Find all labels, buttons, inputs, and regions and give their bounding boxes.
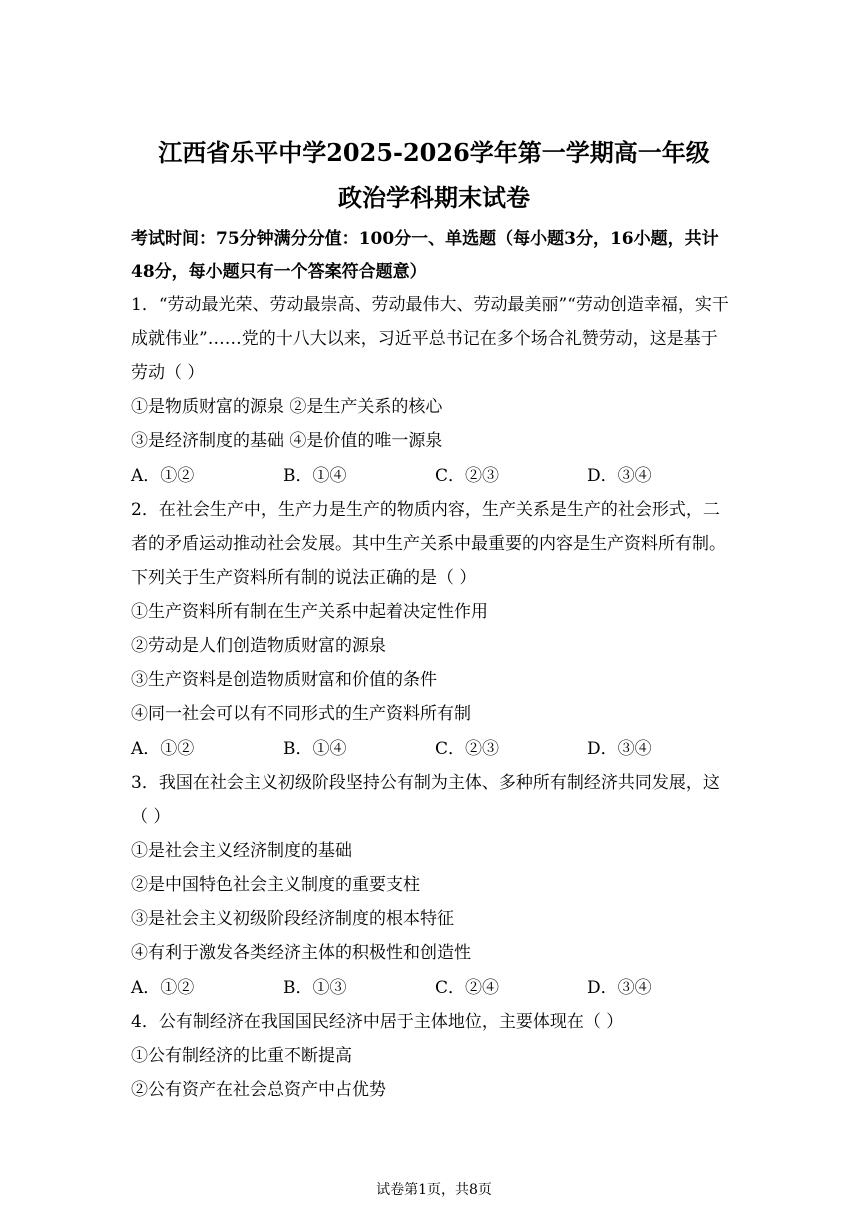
question-2-stem-line3: 下列关于生产资料所有制的说法正确的是（ ）: [131, 568, 477, 588]
question-4-stem-line1: 4．公有制经济在我国国民经济中居于主体地位，主要体现在（ ）: [131, 1012, 624, 1032]
question-2-option-d: D．③④: [587, 739, 652, 759]
question-2-statement-1: ①生产资料所有制在生产关系中起着决定性作用: [131, 602, 488, 622]
question-2-statement-3: ③生产资料是创造物质财富和价值的条件: [131, 670, 437, 690]
question-3-statement-2: ②是中国特色社会主义制度的重要支柱: [131, 875, 420, 895]
question-3-option-c: C．②④: [435, 978, 500, 998]
question-3-statement-1: ①是社会主义经济制度的基础: [131, 841, 352, 861]
question-4-statement-2: ②公有资产在社会总资产中占优势: [131, 1080, 386, 1100]
question-1-option-c: C．②③: [435, 466, 500, 486]
question-3-option-d: D．③④: [587, 978, 652, 998]
question-2-stem-line2: 者的矛盾运动推动社会发展。其中生产关系中最重要的内容是生产资料所有制。: [131, 534, 726, 554]
question-1-stem-line2: 成就伟业”……党的十八大以来，习近平总书记在多个场合礼赞劳动，这是基于: [131, 329, 718, 349]
question-1-statements-row1: ①是物质财富的源泉 ②是生产关系的核心: [131, 397, 443, 417]
question-3-statement-3: ③是社会主义初级阶段经济制度的根本特征: [131, 909, 454, 929]
page-footer: 试卷第1页，共8页: [376, 1182, 492, 1198]
question-2-option-a: A．①②: [131, 739, 195, 759]
question-2-option-b: B．①④: [283, 739, 347, 759]
exam-title-line1: 江西省乐平中学2025-2026学年第一学期高一年级: [158, 138, 710, 167]
question-1-option-d: D．③④: [587, 466, 652, 486]
question-1-stem-line3: 劳动（ ）: [131, 363, 205, 383]
question-3-statement-4: ④有利于激发各类经济主体的积极性和创造性: [131, 943, 471, 963]
question-3-option-b: B．①③: [283, 978, 347, 998]
question-2-stem-line1: 2．在社会生产中，生产力是生产的物质内容，生产关系是生产的社会形式，二: [131, 500, 720, 520]
question-2-statement-2: ②劳动是人们创造物质财富的源泉: [131, 636, 386, 656]
question-3-stem-line1: 3．我国在社会主义初级阶段坚持公有制为主体、多种所有制经济共同发展，这: [131, 773, 720, 793]
question-3-stem-line2: （ ）: [131, 807, 171, 827]
question-1-statements-row2: ③是经济制度的基础 ④是价值的唯一源泉: [131, 431, 443, 451]
exam-title-line2: 政治学科期末试卷: [338, 183, 530, 212]
question-3-option-a: A．①②: [131, 978, 195, 998]
exam-instructions-line1: 考试时间：75分钟满分分值：100分一、单选题（每小题3分，16小题，共计: [131, 229, 719, 249]
question-1-stem-line1: 1．“劳动最光荣、劳动最崇高、劳动最伟大、劳动最美丽”“劳动创造幸福，实干: [131, 295, 729, 315]
exam-instructions-line2: 48分，每小题只有一个答案符合题意）: [131, 262, 427, 282]
question-2-statement-4: ④同一社会可以有不同形式的生产资料所有制: [131, 704, 471, 724]
question-1-option-b: B．①④: [283, 466, 347, 486]
question-1-option-a: A．①②: [131, 466, 195, 486]
question-2-option-c: C．②③: [435, 739, 500, 759]
question-4-statement-1: ①公有制经济的比重不断提高: [131, 1046, 352, 1066]
